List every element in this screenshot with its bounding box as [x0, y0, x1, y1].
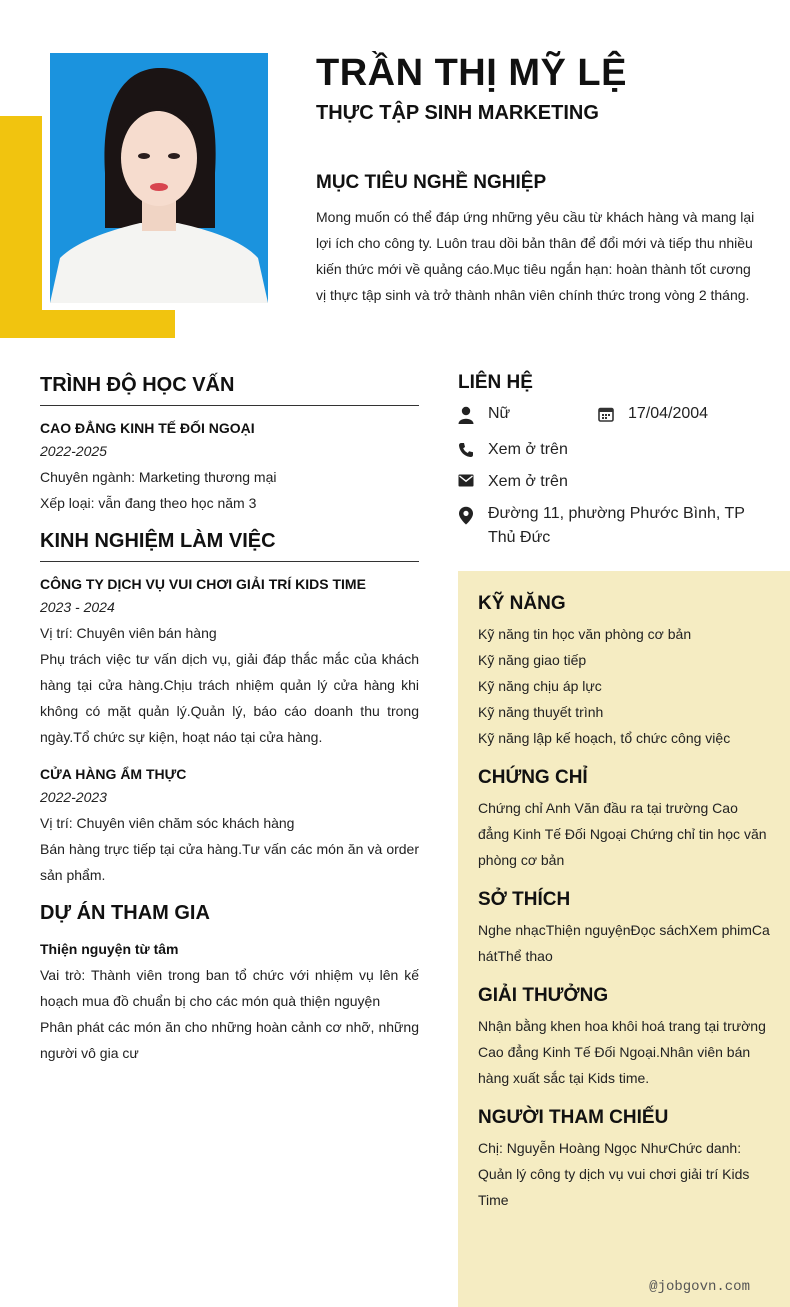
- references-section: [478, 1107, 770, 1213]
- profile-photo: [50, 53, 268, 303]
- skill-item: Kỹ năng giao tiếp: [478, 652, 587, 668]
- projects-section: [40, 902, 419, 1066]
- education-heading: TRÌNH ĐỘ HỌC VẤN: [40, 374, 419, 406]
- contact-row-phone: [458, 438, 758, 462]
- experience-item: [40, 574, 419, 750]
- left-column: [40, 374, 419, 1080]
- person-icon: [458, 402, 488, 424]
- skill-item: Kỹ năng thuyết trình: [478, 704, 604, 720]
- certificates-heading: CHỨNG CHỈ: [478, 767, 588, 788]
- phone-icon: [458, 438, 488, 458]
- project-name: Thiện nguyện từ tâm: [40, 941, 179, 957]
- career-objective: [316, 172, 756, 308]
- project-role: Vai trò: Thành viên trong ban tổ chức với nhiệm vụ lên kế hoạch mua đồ chuẩn bị cho các món quà thiện nguyện: [40, 967, 419, 1009]
- experience-years: 2023 - 2024: [40, 599, 115, 615]
- skill-item: Kỹ năng chịu áp lực: [478, 678, 602, 694]
- project-desc: Phân phát các món ăn cho những hoàn cảnh cơ nhỡ, những người vô gia cư: [40, 1019, 419, 1061]
- email-value: Xem ở trên: [488, 473, 568, 490]
- company-name: CỬA HÀNG ẨM THỰC: [40, 766, 187, 782]
- objective-text: Mong muốn có thể đáp ứng những yêu cầu từ khách hàng và mang lại lợi ích cho công ty. Luôn trau dồi bản thân để đổi mới và tiếp thu nhiều kiến thức mới về quảng cáo.Mục tiêu ngắn hạn: hoàn thành tốt cương vị thực tập sinh và trở thành nhân viên chính thức trong vòng 2 tháng.: [316, 209, 755, 303]
- contact-heading: LIÊN HỆ: [458, 372, 533, 393]
- awards-text: Nhận bằng khen hoa khôi hoá trang tại trường Cao đẳng Kinh Tế Đối Ngoại.Nhân viên bán hàng xuất sắc tại Kids time.: [478, 1018, 766, 1086]
- education-years: 2022-2025: [40, 443, 107, 459]
- school-name: CAO ĐẲNG KINH TẾ ĐỐI NGOẠI: [40, 420, 255, 436]
- experience-item: [40, 764, 419, 888]
- education-rank: Xếp loại: vẫn đang theo học năm 3: [40, 495, 257, 511]
- location-pin-icon: [458, 502, 488, 525]
- hobbies-text: Nghe nhạcThiện nguyệnĐọc sáchXem phimCa hátThể thao: [478, 922, 770, 964]
- references-heading: NGƯỜI THAM CHIẾU: [478, 1107, 669, 1128]
- calendar-icon: [598, 402, 628, 430]
- dob-value: 17/04/2004: [628, 405, 709, 422]
- side-panel: [458, 571, 790, 1307]
- contact-row-address: [458, 502, 758, 550]
- references-text: Chị: Nguyễn Hoàng Ngọc NhưChức danh: Quản lý công ty dịch vụ vui chơi giải trí Kids Time: [478, 1140, 750, 1208]
- hobbies-section: [478, 889, 770, 969]
- address-value: Đường 11, phường Phước Bình, TP Thủ Đức: [488, 505, 745, 546]
- awards-heading: GIẢI THƯỞNG: [478, 985, 609, 1006]
- education-major: Chuyên ngành: Marketing thương mại: [40, 469, 277, 485]
- projects-heading: DỰ ÁN THAM GIA: [40, 902, 210, 924]
- experience-years: 2022-2023: [40, 789, 107, 805]
- experience-role: Vị trí: Chuyên viên bán hàng: [40, 625, 217, 641]
- skills-heading: KỸ NĂNG: [478, 593, 566, 614]
- certificates-section: [478, 767, 770, 873]
- watermark: @jobgovn.com: [649, 1279, 750, 1295]
- experience-desc: Bán hàng trực tiếp tại cửa hàng.Tư vấn các món ăn và order sản phẩm.: [40, 841, 419, 883]
- experience-heading: KINH NGHIỆM LÀM VIỆC: [40, 530, 419, 562]
- experience-section: [40, 530, 419, 888]
- candidate-name: TRẦN THỊ MỸ LỆ: [316, 52, 627, 94]
- job-title: THỰC TẬP SINH MARKETING: [316, 102, 599, 124]
- skill-item: Kỹ năng lập kế hoạch, tổ chức công việc: [478, 730, 731, 746]
- contact-section: [458, 372, 758, 558]
- mail-icon: [458, 470, 488, 487]
- awards-section: [478, 985, 770, 1091]
- experience-role: Vị trí: Chuyên viên chăm sóc khách hàng: [40, 815, 295, 831]
- contact-row-email: [458, 470, 758, 494]
- certificates-text: Chứng chỉ Anh Văn đầu ra tại trường Cao đẳng Kinh Tế Đối Ngoại Chứng chỉ tin học văn phòng cơ bản: [478, 800, 767, 868]
- phone-value: Xem ở trên: [488, 441, 568, 458]
- experience-desc: Phụ trách việc tư vấn dịch vụ, giải đáp thắc mắc của khách hàng tại cửa hàng.Chịu trách nhiệm quản lý cửa hàng khi không có mặt quản lý.Quản lý, báo cáo doanh thu trong ngày.Tổ chức sự kiện, hoạt náo tại cửa hàng.: [40, 651, 419, 745]
- education-section: [40, 374, 419, 516]
- hobbies-heading: SỞ THÍCH: [478, 889, 571, 910]
- skill-item: Kỹ năng tin học văn phòng cơ bản: [478, 626, 692, 642]
- company-name: CÔNG TY DỊCH VỤ VUI CHƠI GIẢI TRÍ KIDS TIME: [40, 576, 366, 592]
- skills-section: [478, 593, 770, 751]
- gender-value: Nữ: [488, 405, 511, 422]
- objective-heading: MỤC TIÊU NGHỀ NGHIỆP: [316, 172, 547, 193]
- contact-row-gender-dob: [458, 402, 758, 430]
